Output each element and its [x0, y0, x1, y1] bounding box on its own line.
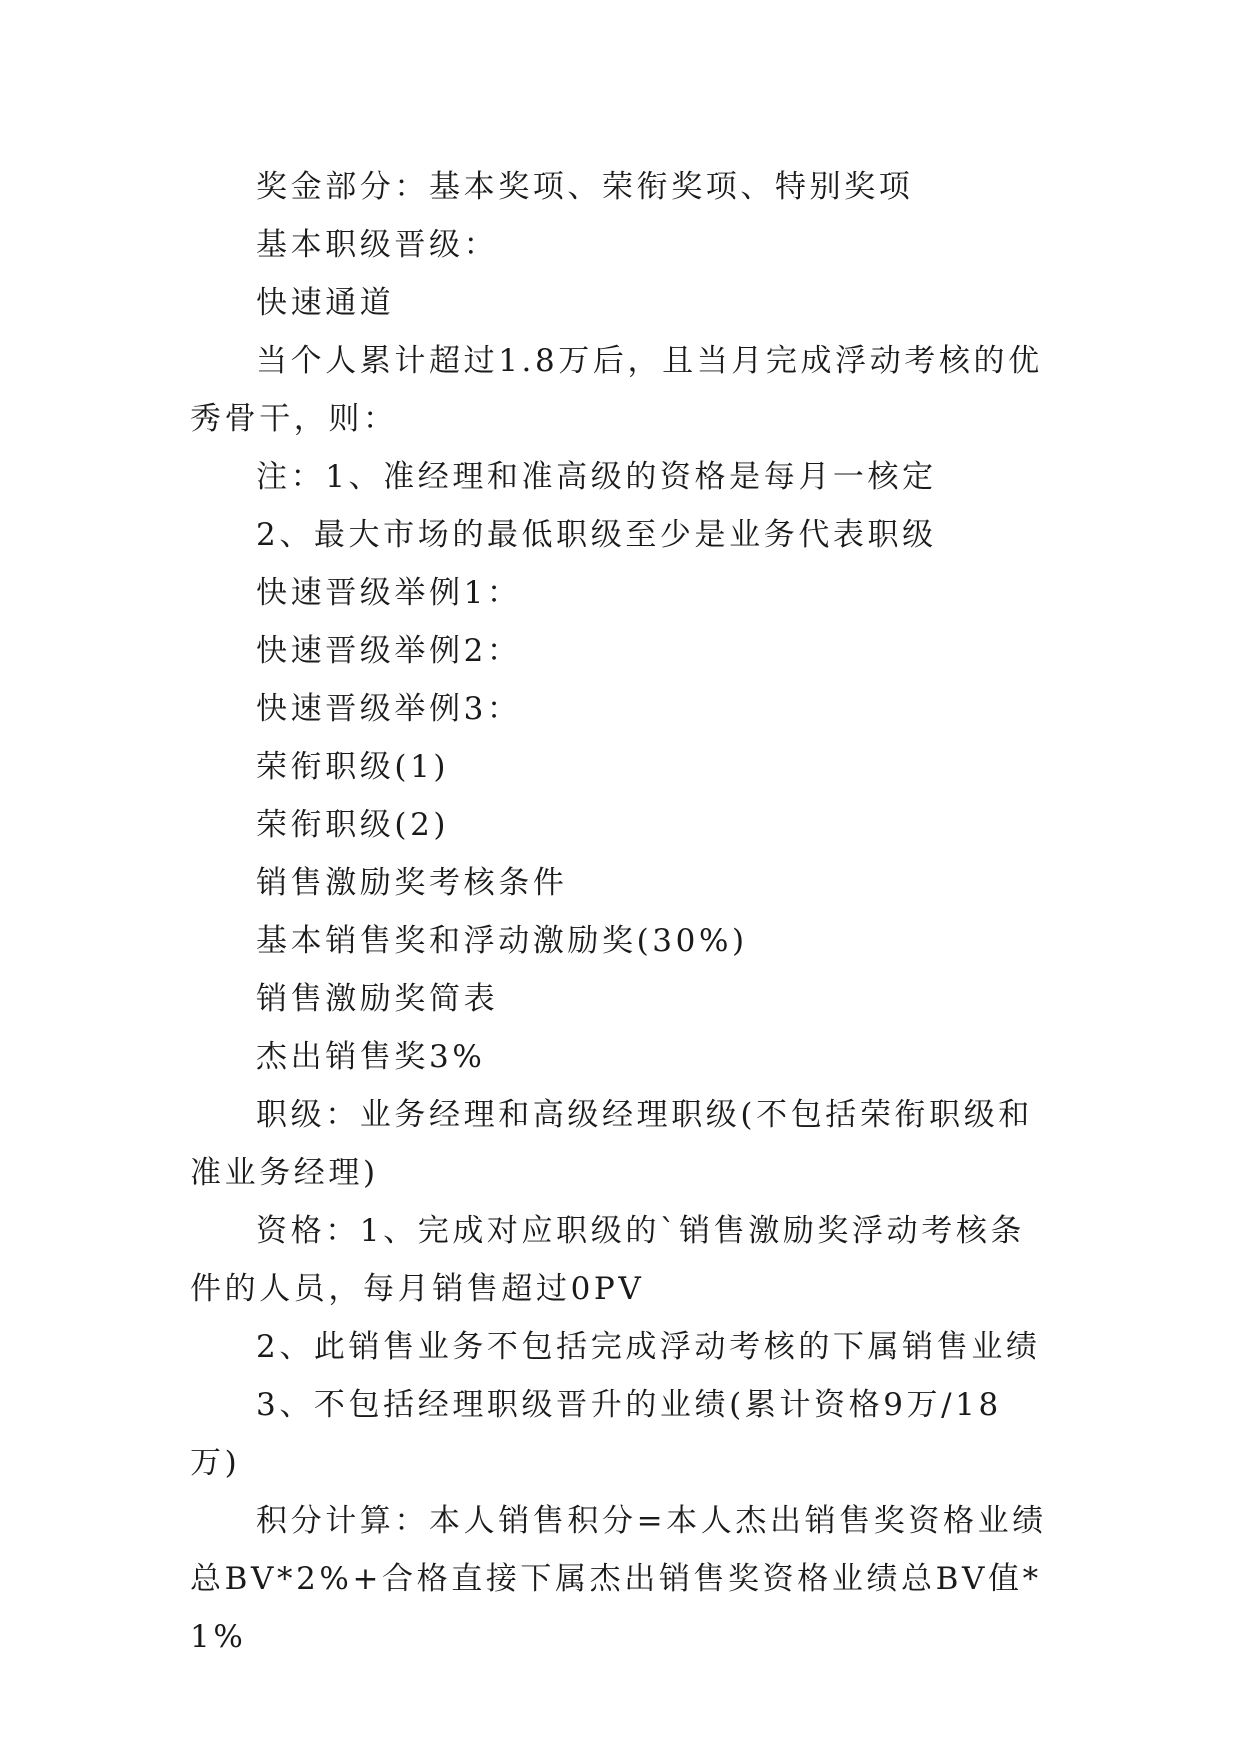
paragraph-qualification-2: 2、此销售业务不包括完成浮动考核的下属销售业绩 [256, 1329, 1041, 1365]
paragraph-example-1: 快速晋级举例1： [256, 575, 522, 611]
paragraph-example-2: 快速晋级举例2： [256, 633, 522, 669]
paragraph-fast-track-condition: 当个人累计超过1.8万后，且当月完成浮动考核的优秀骨干，则： [190, 343, 1043, 437]
paragraph-fast-track: 快速通道 [256, 285, 395, 321]
paragraph-rank: 职级：业务经理和高级经理职级(不包括荣衔职级和准业务经理) [190, 1097, 1033, 1191]
paragraph-honor-rank-2: 荣衔职级(2) [256, 807, 450, 843]
paragraph-note-2: 2、最大市场的最低职级至少是业务代表职级 [256, 517, 937, 553]
paragraph-bonus-section: 奖金部分：基本奖项、荣衔奖项、特别奖项 [256, 169, 914, 205]
paragraph-outstanding-sales-award: 杰出销售奖3% [256, 1039, 486, 1075]
paragraph-note-1: 注：1、准经理和准高级的资格是每月一核定 [256, 459, 937, 495]
paragraph-honor-rank-1: 荣衔职级(1) [256, 749, 450, 785]
paragraph-example-3: 快速晋级举例3： [256, 691, 522, 727]
paragraph-basic-and-floating-bonus: 基本销售奖和浮动激励奖(30%) [256, 923, 748, 959]
paragraph-qualification-3: 3、不包括经理职级晋升的业绩(累计资格9万/18万) [190, 1387, 1002, 1481]
paragraph-points-calculation: 积分计算：本人销售积分=本人杰出销售奖资格业绩总BV*2%+合格直接下属杰出销售奖资格业绩总BV值*1% [190, 1503, 1047, 1655]
document-body [190, 158, 1050, 1666]
paragraph-basic-promotion: 基本职级晋级： [256, 227, 499, 263]
paragraph-incentive-table: 销售激励奖简表 [256, 981, 499, 1017]
paragraph-incentive-conditions: 销售激励奖考核条件 [256, 865, 568, 901]
paragraph-qualification-1: 资格：1、完成对应职级的`销售激励奖浮动考核条件的人员，每月销售超过0PV [190, 1213, 1026, 1307]
